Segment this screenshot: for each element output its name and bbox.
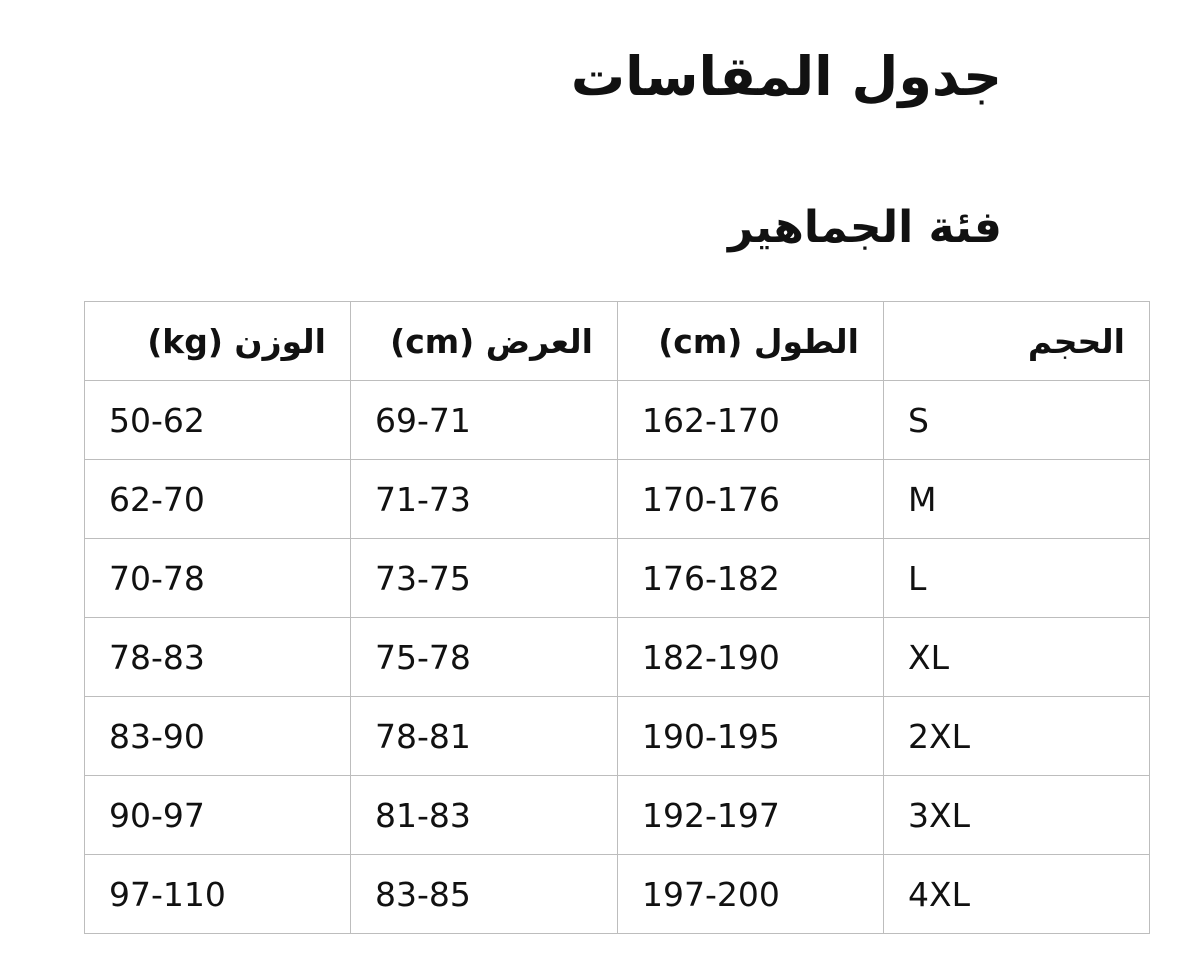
cell-width: 83-85 [351, 855, 618, 934]
header-size: الحجم [884, 302, 1150, 381]
cell-size: M [884, 460, 1150, 539]
size-table [84, 301, 1150, 934]
cell-weight: 90-97 [85, 776, 351, 855]
cell-length: 170-176 [618, 460, 884, 539]
header-length: الطول (cm) [618, 302, 884, 381]
cell-width: 78-81 [351, 697, 618, 776]
cell-weight: 97-110 [85, 855, 351, 934]
table-row [85, 618, 1150, 697]
section-title: فئة الجماهير [728, 202, 1002, 253]
cell-size: XL [884, 618, 1150, 697]
cell-length: 192-197 [618, 776, 884, 855]
cell-width: 81-83 [351, 776, 618, 855]
cell-length: 182-190 [618, 618, 884, 697]
cell-length: 197-200 [618, 855, 884, 934]
cell-size: 4XL [884, 855, 1150, 934]
table-row [85, 697, 1150, 776]
cell-width: 71-73 [351, 460, 618, 539]
table-row [85, 539, 1150, 618]
cell-width: 75-78 [351, 618, 618, 697]
cell-size: 2XL [884, 697, 1150, 776]
cell-length: 162-170 [618, 381, 884, 460]
table-row [85, 776, 1150, 855]
page-title: جدول المقاسات [570, 45, 1002, 108]
table-row [85, 381, 1150, 460]
cell-length: 176-182 [618, 539, 884, 618]
cell-weight: 70-78 [85, 539, 351, 618]
cell-size: S [884, 381, 1150, 460]
table-row [85, 855, 1150, 934]
cell-width: 73-75 [351, 539, 618, 618]
cell-weight: 50-62 [85, 381, 351, 460]
table-header-row [85, 302, 1150, 381]
cell-size: 3XL [884, 776, 1150, 855]
header-weight: الوزن (kg) [85, 302, 351, 381]
cell-weight: 62-70 [85, 460, 351, 539]
header-width: العرض (cm) [351, 302, 618, 381]
cell-weight: 83-90 [85, 697, 351, 776]
cell-size: L [884, 539, 1150, 618]
table-row [85, 460, 1150, 539]
cell-length: 190-195 [618, 697, 884, 776]
cell-weight: 78-83 [85, 618, 351, 697]
cell-width: 69-71 [351, 381, 618, 460]
